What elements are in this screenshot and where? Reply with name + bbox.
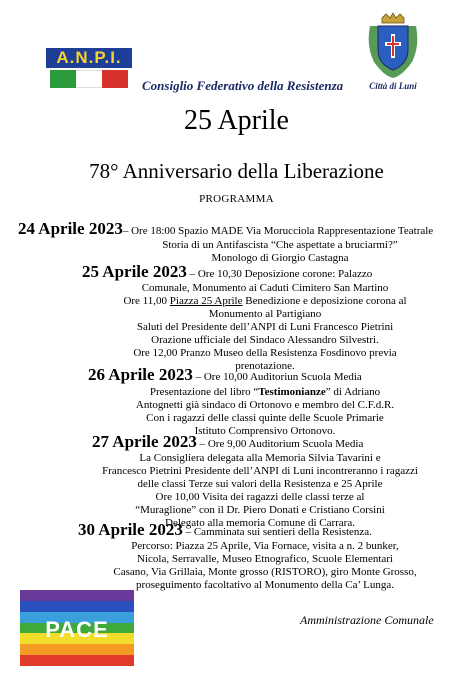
- peace-flag: [20, 590, 134, 666]
- event-line: Francesco Pietrini Presidente dell’ANPI di Luni incontreranno i ragazzi: [102, 465, 418, 477]
- event-line: – Ore 10,00 Auditoriun Scuola Media: [192, 371, 362, 383]
- event-line: Istituto Comprensivo Ortonovo.: [194, 425, 336, 437]
- event-line: – Ore 9,00 Auditorium Scuola Media: [196, 438, 364, 450]
- anpi-logo: [46, 48, 132, 88]
- event-date: 25 Aprile 2023: [82, 262, 187, 281]
- event-line: – Ore 10,30 Deposizione corone: Palazzo: [186, 268, 373, 280]
- event-line: Saluti del Presidente dell’ANPI di Luni Francesco Pietrini: [136, 321, 394, 333]
- event-line: Comunale, Monumento ai Caduti Cimitero San Martino: [141, 282, 389, 294]
- event-line: proseguimento facoltativo al Monumento della Ca’ Lunga.: [136, 579, 394, 591]
- event-line: Orazione ufficiale del Sindaco Alessandro Silvestri.: [151, 334, 379, 346]
- event-date: 26 Aprile 2023: [88, 365, 193, 384]
- event-line: – Camminata sui sentieri della Resistenza.: [182, 526, 372, 538]
- event-line: delle classi Terze sui valori della Resistenza e 25 Aprile: [137, 478, 383, 490]
- event-line: Monologo di Giorgio Castagna: [211, 252, 349, 264]
- event-line: Piazza 25 Aprile: [169, 295, 243, 307]
- event-line: – Ore 18:00 Spazio MADE Via Morucciola Rappresentazione Teatrale: [122, 225, 434, 237]
- event-line: Ore 11,00: [123, 295, 170, 307]
- event-line: ” di Adriano: [325, 386, 381, 398]
- pace-label: PACE: [45, 617, 109, 642]
- event-line: Monumento al Partigiano: [208, 308, 322, 320]
- event-line: Casano, Via Grillaia, Monte grosso (RISTORO), giro Monte Grosso,: [113, 566, 417, 578]
- event-line: Con i ragazzi delle classi quinte delle Scuole Primarie: [146, 412, 384, 424]
- event-line: Antognetti già sindaco di Ortonovo e membro del C.F.d.R.: [135, 399, 395, 411]
- event-date: 27 Aprile 2023: [92, 432, 197, 451]
- event-date: 24 Aprile 2023: [18, 219, 123, 238]
- luni-coat-of-arms-icon: [364, 12, 422, 82]
- council-title: Consiglio Federativo della Resistenza: [142, 78, 344, 93]
- event-date: 30 Aprile 2023: [78, 520, 183, 539]
- event-line: Storia di un Antifascista “Che aspettate a bruciarmi?”: [162, 239, 398, 251]
- italian-flag-icon: [50, 70, 128, 88]
- event-line: Presentazione del libro “: [149, 386, 259, 398]
- anpi-logo-text: A.N.P.I.: [46, 48, 132, 68]
- anniversary-subtitle: 78° Anniversario della Liberazione: [89, 159, 384, 183]
- event-line: Testimonianze: [258, 386, 326, 398]
- town-label: Città di Luni: [369, 81, 417, 91]
- event-line: prenotazione.: [235, 360, 295, 372]
- event-line: Benedizione e deposizione corona al: [242, 295, 407, 307]
- event-line: Ore 12,00 Pranzo Museo della Resistenza Fosdinovo previa: [133, 347, 397, 359]
- administration-signature: Amministrazione Comunale: [300, 613, 434, 627]
- event-line: “Muraglione” con il Dr. Piero Donati e Cristiano Corsini: [135, 504, 385, 516]
- event-line: La Consigliera delegata alla Memoria Silvia Tavarini e: [139, 452, 381, 464]
- event-line: Percorso: Piazza 25 Aprile, Via Fornace, visita a n. 2 bunker,: [131, 540, 399, 552]
- page-title: 25 Aprile: [184, 105, 289, 136]
- programma-heading: PROGRAMMA: [199, 193, 274, 205]
- event-line: Delegato alla memoria Comune di Carrara.: [165, 517, 355, 529]
- event-line: Ore 10,00 Visita dei ragazzi delle classi terze al: [155, 491, 365, 503]
- event-line: Nicola, Serravalle, Museo Etnografico, Scuole Elementari: [137, 553, 393, 565]
